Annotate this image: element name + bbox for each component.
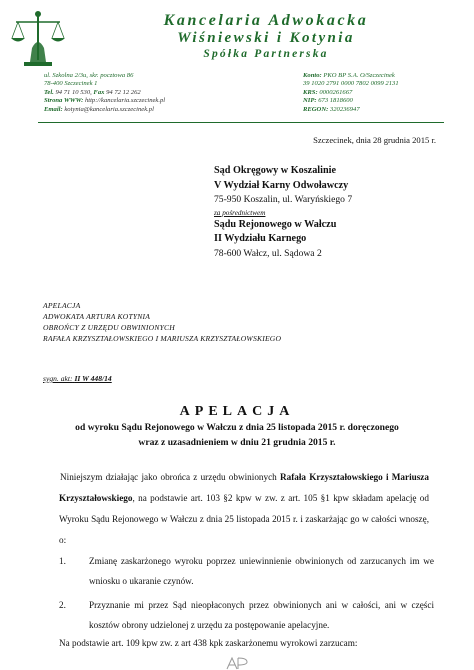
lower-court-name: Sądu Rejonowego w Wałczu	[214, 218, 337, 230]
address-line1: ul. Szkolna 2/3u, skr. pocztowa 86	[44, 72, 134, 79]
footer-monogram-icon	[223, 656, 251, 670]
document-title: APELACJA	[179, 404, 295, 419]
regon-line	[303, 106, 399, 114]
firm-name-line1: Kancelaria Adwokacka	[163, 12, 369, 29]
grounds-intro: Na podstawie art. 109 kpw zw. z art 438 kpk zaskarżonemu wyrokowi zarzucam:	[59, 638, 358, 648]
email-line	[44, 106, 165, 114]
tel-label: Tel.	[44, 88, 54, 96]
www-line	[44, 97, 165, 105]
krs-label: KRS:	[303, 88, 318, 96]
contact-left	[44, 72, 165, 114]
list-number: 2.	[59, 600, 66, 610]
document-subtitle1: od wyroku Sądu Rejonowego w Wałczu z dnia 25 listopada 2015 r. doręczonego	[75, 422, 399, 433]
email-label: Email:	[44, 105, 63, 113]
court-name: Sąd Okręgowy w Koszalinie	[214, 165, 336, 176]
justice-scales-logo	[8, 8, 68, 70]
www-link[interactable]: http://kancelaria.szczecinek.pl	[84, 97, 166, 105]
intro-text-a: Niniejszym działając jako obrońca z urzędu obwinionych	[60, 472, 280, 482]
konto-value: PKO BP S.A. O/Szczecinek	[323, 72, 395, 79]
nip-value: 673 1818600	[318, 97, 353, 105]
intro-paragraph	[59, 467, 429, 551]
www-label: Strona WWW:	[44, 97, 84, 105]
appellant-line3: OBROŃCY Z URZĘDU OBWINIONYCH	[43, 323, 175, 332]
firm-name-line2: Wiśniewski i Kotynia	[177, 30, 355, 46]
email-link[interactable]: kotynia@kancelaria.szczecinek.pl	[64, 105, 154, 113]
fax-value: 94 72 12 262	[106, 88, 141, 96]
intro-text-c: , na podstawie art. 103 §2 kpw w zw. z art. 105 §1 kpw składam apelację od Wyroku Sądu Rejonowego w Wałczu z dnia 25 listopada 2015 r. i zaskarżając go w całości wnoszę, o:	[59, 493, 429, 545]
motion-list-item	[59, 595, 434, 635]
court-department: V Wydział Karny Odwoławczy	[214, 179, 349, 191]
letterhead-divider	[38, 122, 444, 123]
list-text: Zmianę zaskarżonego wyroku poprzez uniewinnienie obwinionych od zarzucanych im we wniosku o ukaranie czynów.	[89, 556, 434, 586]
case-number: II W 448/14	[74, 374, 112, 383]
list-number: 1.	[59, 556, 66, 566]
case-reference	[43, 374, 112, 383]
appellant-line2: ADWOKATA ARTURA KOTYNIA	[43, 312, 151, 321]
contact-right	[303, 72, 399, 114]
lower-court-department: II Wydziału Karnego	[214, 233, 307, 244]
list-text: Przyznanie mi przez Sąd nieopłaconych przez obwinionych ani w całości, ani w części kosztów obrony udzielonej z urzędu za postępowanie apelacyjne.	[89, 600, 434, 630]
appellant-block	[43, 300, 281, 344]
court-address: 75-950 Koszalin, ul. Waryńskiego 7	[214, 194, 353, 205]
regon-value: 320236947	[329, 105, 360, 113]
addressee-block	[214, 164, 352, 261]
lower-court-address: 78-600 Wałcz, ul. Sądowa 2	[214, 247, 322, 259]
motion-list-item	[59, 551, 434, 591]
bank-line	[303, 72, 399, 80]
nip-line	[303, 97, 399, 105]
appellant-line4: RAFAŁA KRZYSZTAŁOWSKIEGO I MARIUSZA KRZYSZTAŁOWSKIEGO	[43, 334, 282, 343]
konto-label: Konto:	[303, 72, 322, 79]
appellant-line1: APELACJA	[43, 301, 81, 310]
firm-name-line3: Spółka Partnerska	[203, 48, 329, 60]
regon-label: REGON:	[303, 105, 329, 113]
tel-value: 94 71 10 530,	[55, 88, 92, 96]
document-subtitle2: wraz z uzasadnieniem w dniu 21 grudnia 2015 r.	[138, 437, 336, 448]
krs-value: 0000261667	[319, 88, 353, 96]
date-line: Szczecinek, dnia 28 grudnia 2015 r.	[313, 135, 436, 145]
phone-line	[44, 89, 165, 97]
nip-label: NIP:	[303, 97, 317, 105]
case-label: sygn. akt:	[43, 374, 73, 383]
via-note: za pośrednictwem	[214, 208, 266, 217]
account-number: 39 1020 2791 0000 7802 0099 2131	[303, 80, 399, 88]
address-line2: 78-400 Szczecinek 1	[44, 80, 98, 88]
krs-line	[303, 89, 399, 97]
fax-label: Fax	[93, 88, 105, 96]
defendants-names: Rafała Krzyształowskiego i Mariusza Krzyształowskiego	[59, 472, 429, 503]
